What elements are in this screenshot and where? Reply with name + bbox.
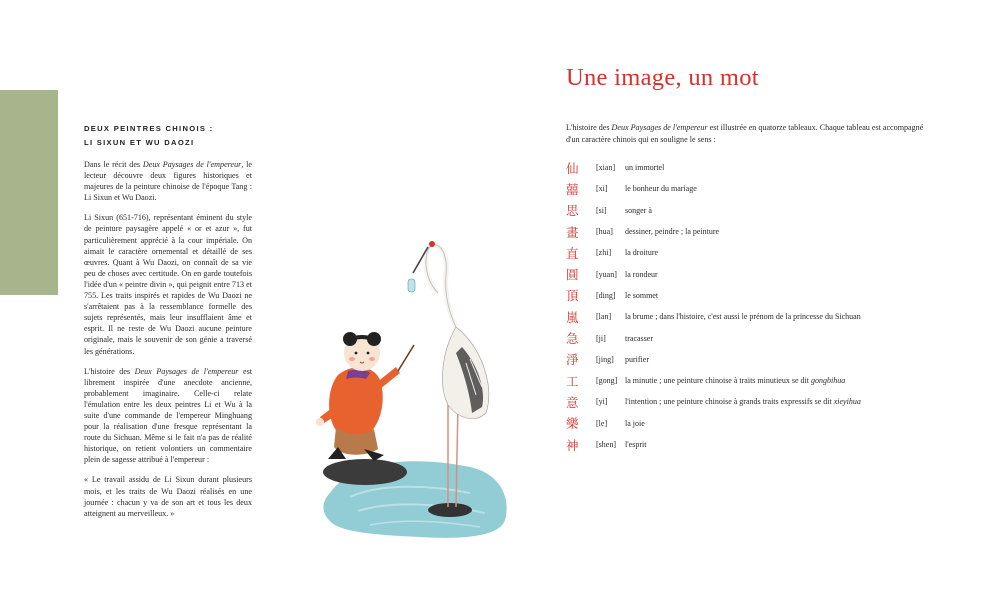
text-run: L'histoire des (84, 366, 135, 376)
vocab-row (566, 306, 946, 327)
vocab-row (566, 370, 946, 391)
chinese-character: 急 (566, 331, 579, 347)
chinese-character: 工 (566, 373, 579, 389)
text-run: le bonheur du mariage (625, 184, 697, 194)
vocab-row (566, 178, 946, 199)
text-run: l'intention ; une peinture chinoise à grands traits expressifs se dit (625, 397, 834, 407)
pinyin-reading: [gong] (596, 376, 618, 386)
character-meaning (625, 419, 946, 428)
book-title-italic: Deux Paysages de l'empereur (611, 123, 708, 132)
book-title-italic: xieyihua (833, 397, 861, 407)
text-run: dessiner, peindre ; la peinture (625, 227, 720, 237)
vocab-row (566, 263, 946, 284)
paragraph-painters (84, 212, 252, 356)
text-run: le sommet (625, 290, 659, 300)
pinyin-reading: [le] (596, 418, 608, 428)
text-run: la minutie ; une peinture chinoise à traits minutieux se dit (625, 376, 811, 386)
chinese-character: 思 (566, 203, 579, 219)
pinyin-reading: [hua] (596, 227, 613, 237)
page-title: Une image, un mot (566, 64, 759, 91)
text-run: L'histoire des (566, 123, 612, 132)
vocab-row (566, 221, 946, 242)
pinyin-reading: [lan] (596, 312, 612, 322)
book-title-italic: Deux Paysages de l'empereur (142, 160, 242, 169)
vocab-row (566, 349, 946, 370)
chinese-character: 意 (566, 394, 579, 410)
chinese-character: 淨 (566, 352, 579, 368)
vocab-row (566, 413, 946, 434)
chinese-character: 頂 (566, 288, 579, 304)
chinese-character: 嵐 (566, 309, 579, 325)
vocab-row (566, 434, 946, 455)
vocab-row (566, 242, 946, 263)
left-article (84, 122, 252, 528)
vocab-row (566, 200, 946, 221)
chinese-character: 樂 (566, 416, 579, 432)
text-run: « Le travail assidu de Li Sixun durant plusieurs mois, et les traits de Wu Daozi réalisés en une journée : chacun y va de son art et tous les deux atteignent au merveilleux. » (84, 475, 252, 518)
character-meaning (625, 227, 946, 236)
character-meaning (625, 334, 946, 343)
pinyin-reading: [yi] (596, 397, 608, 407)
chinese-character: 神 (566, 437, 579, 453)
section-heading-line2: LI SIXUN ET WU DAOZI (84, 138, 195, 147)
chinese-character: 仙 (566, 160, 579, 176)
text-run: , le lecteur découvre deux figures historiques et majeures de la peinture chinoise de l'époque Tang : Li Sixun et Wu Daozi. (84, 160, 252, 203)
character-meaning (625, 184, 946, 193)
pinyin-reading: [yuan] (596, 269, 617, 279)
pinyin-reading: [shen] (596, 440, 616, 449)
chinese-character: 圓 (566, 267, 579, 283)
text-run: purifier (625, 354, 649, 364)
text-run: Li Sixun (651-716), représentant éminent du style de peinture paysagère appelé « or et azur », fut particulièrement apprécié à la cour impériale. On aimait le caractère ornemental et détaillé de ses œuvres. Quant à Wu Daozi, on connaît de sa vie peu de choses avec certitude. On en garde toutefois l'idée d'un « peintre divin », qui peignit entre 713 et 755. Les traits inspirés et rapides de Wu Daozi ne s'arrêtaient pas à la ressemblance formelle des sujets représentés, mais leur insufflaient âme et esprit. Il ne reste de Wu Daozi aucune peinture originale, mais le souvenir de son génie a traversé les générations. (84, 213, 252, 356)
character-meaning (625, 440, 946, 449)
character-meaning (625, 291, 946, 300)
character-meaning (625, 270, 946, 279)
vocab-row (566, 327, 946, 348)
pinyin-reading: [xi] (596, 184, 608, 194)
character-vocabulary-list (566, 157, 946, 455)
text-run: tracasser (625, 333, 653, 343)
vocab-row (566, 285, 946, 306)
character-meaning (625, 163, 946, 172)
vocab-row (566, 391, 946, 412)
paragraph-intro (84, 159, 252, 203)
text-run: est illustrée en quatorze tableaux. Chaque tableau est accompagné d'un caractère chinois qui en souligne le sens : (566, 123, 924, 144)
pinyin-reading: [jing] (596, 354, 614, 364)
section-heading (84, 122, 252, 150)
text-run: la joie (625, 418, 645, 428)
character-meaning (625, 248, 946, 257)
vocab-row (566, 157, 946, 178)
chinese-character: 畫 (566, 224, 579, 240)
text-run: un immortel (625, 163, 665, 173)
chinese-character: 囍 (566, 181, 579, 197)
text-run: songer à (625, 205, 652, 215)
book-title-italic: gongbihua (810, 376, 846, 386)
pinyin-reading: [xian] (596, 163, 616, 173)
intro-paragraph (566, 122, 936, 146)
paragraph-anecdote (84, 366, 252, 466)
character-meaning (625, 376, 946, 385)
character-meaning (625, 206, 946, 215)
section-heading-line1: DEUX PEINTRES CHINOIS : (84, 124, 214, 133)
child-and-crane-illustration (300, 235, 510, 540)
pinyin-reading: [si] (596, 205, 607, 215)
text-run: la rondeur (625, 269, 658, 279)
decorative-color-band (0, 90, 58, 295)
pinyin-reading: [zhi] (596, 248, 612, 258)
text-run: est librement inspirée d'une anecdote ancienne, probablement imaginaire. Celle-ci relate l'émulation entre les deux peintres Li et Wu à la suite d'une commande de l'empereur Minghuang pour la réalisation d'une fresque représentant la route du Sichuan. Même si le fait n'a pas de réalité historique, on retient volontiers un commentaire plein de sagesse attribué à l'empereur : (84, 366, 253, 465)
text-run: la droiture (625, 248, 659, 258)
chinese-character: 直 (566, 245, 579, 261)
pinyin-reading: [ding] (596, 290, 616, 300)
character-meaning (625, 355, 946, 364)
paragraph-quote (84, 474, 252, 518)
text-run: Dans le récit des (84, 160, 143, 169)
character-meaning (625, 312, 946, 321)
book-title-italic: Deux Paysages de l'empereur (134, 366, 239, 376)
pinyin-reading: [ji] (596, 333, 606, 343)
text-run: l'esprit (625, 440, 647, 449)
character-meaning (625, 397, 946, 406)
text-run: la brume ; dans l'histoire, c'est aussi le prénom de la princesse du Sichuan (625, 312, 861, 322)
